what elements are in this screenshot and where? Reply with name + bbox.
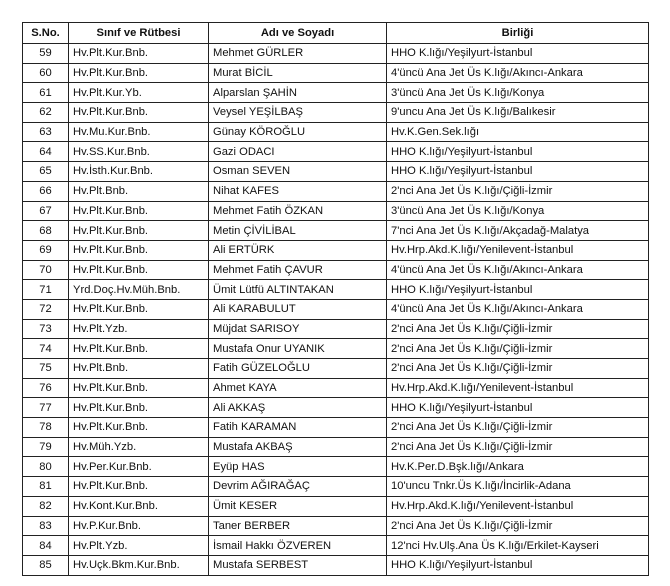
cell-name: Mustafa Onur UYANIK	[209, 339, 387, 359]
header-unit: Birliği	[387, 23, 649, 44]
cell-unit: 9'uncu Ana Jet Üs K.lığı/Balıkesir	[387, 103, 649, 123]
cell-name: Devrim AĞIRAĞAÇ	[209, 477, 387, 497]
table-row	[23, 142, 649, 162]
cell-rank: Hv.Plt.Yzb.	[69, 536, 209, 556]
cell-sno: 83	[23, 516, 69, 536]
cell-unit: HHO K.lığı/Yeşilyurt-İstanbul	[387, 398, 649, 418]
cell-unit: 2'nci Ana Jet Üs K.lığı/Çiğli-İzmir	[387, 437, 649, 457]
cell-rank: Hv.Plt.Kur.Bnb.	[69, 299, 209, 319]
cell-name: Ahmet KAYA	[209, 378, 387, 398]
personnel-table	[22, 22, 649, 576]
cell-unit: HHO K.lığı/Yeşilyurt-İstanbul	[387, 142, 649, 162]
cell-rank: Hv.Kont.Kur.Bnb.	[69, 496, 209, 516]
header-sno: S.No.	[23, 23, 69, 44]
cell-sno: 61	[23, 83, 69, 103]
cell-sno: 68	[23, 221, 69, 241]
cell-sno: 76	[23, 378, 69, 398]
cell-rank: Hv.Plt.Kur.Bnb.	[69, 260, 209, 280]
cell-sno: 78	[23, 418, 69, 438]
cell-unit: 7'nci Ana Jet Üs K.lığı/Akçadağ-Malatya	[387, 221, 649, 241]
cell-sno: 79	[23, 437, 69, 457]
cell-rank: Hv.Müh.Yzb.	[69, 437, 209, 457]
cell-name: Osman SEVEN	[209, 162, 387, 182]
cell-name: Gazi ODACI	[209, 142, 387, 162]
cell-unit: Hv.Hrp.Akd.K.lığı/Yenilevent-İstanbul	[387, 240, 649, 260]
cell-name: Ali AKKAŞ	[209, 398, 387, 418]
cell-rank: Hv.P.Kur.Bnb.	[69, 516, 209, 536]
cell-sno: 75	[23, 359, 69, 379]
cell-name: Metin ÇİVİLİBAL	[209, 221, 387, 241]
table-row	[23, 162, 649, 182]
cell-rank: Hv.Plt.Kur.Bnb.	[69, 418, 209, 438]
cell-unit: 4'üncü Ana Jet Üs K.lığı/Akıncı-Ankara	[387, 299, 649, 319]
cell-rank: Hv.Uçk.Bkm.Kur.Bnb.	[69, 555, 209, 575]
cell-unit: 2'nci Ana Jet Üs K.lığı/Çiğli-İzmir	[387, 181, 649, 201]
cell-name: Mustafa SERBEST	[209, 555, 387, 575]
cell-sno: 73	[23, 319, 69, 339]
table-row	[23, 418, 649, 438]
cell-rank: Hv.Plt.Kur.Bnb.	[69, 378, 209, 398]
cell-name: Mehmet Fatih ÖZKAN	[209, 201, 387, 221]
cell-sno: 65	[23, 162, 69, 182]
cell-name: Taner BERBER	[209, 516, 387, 536]
cell-rank: Hv.Plt.Kur.Bnb.	[69, 63, 209, 83]
table-row	[23, 201, 649, 221]
cell-rank: Yrd.Doç.Hv.Müh.Bnb.	[69, 280, 209, 300]
cell-sno: 82	[23, 496, 69, 516]
cell-unit: 3'üncü Ana Jet Üs K.lığı/Konya	[387, 201, 649, 221]
cell-unit: HHO K.lığı/Yeşilyurt-İstanbul	[387, 555, 649, 575]
cell-unit: 2'nci Ana Jet Üs K.lığı/Çiğli-İzmir	[387, 319, 649, 339]
table-row	[23, 555, 649, 575]
cell-name: Nihat KAFES	[209, 181, 387, 201]
cell-unit: 2'nci Ana Jet Üs K.lığı/Çiğli-İzmir	[387, 359, 649, 379]
header-rank: Sınıf ve Rütbesi	[69, 23, 209, 44]
cell-sno: 59	[23, 44, 69, 64]
cell-rank: Hv.Plt.Kur.Bnb.	[69, 398, 209, 418]
table-row	[23, 299, 649, 319]
table-row	[23, 83, 649, 103]
cell-name: Fatih KARAMAN	[209, 418, 387, 438]
cell-name: Müjdat SARISOY	[209, 319, 387, 339]
cell-sno: 71	[23, 280, 69, 300]
cell-sno: 77	[23, 398, 69, 418]
cell-sno: 69	[23, 240, 69, 260]
cell-name: Mehmet Fatih ÇAVUR	[209, 260, 387, 280]
cell-name: Veysel YEŞİLBAŞ	[209, 103, 387, 123]
table-row	[23, 339, 649, 359]
cell-name: Mustafa AKBAŞ	[209, 437, 387, 457]
table-row	[23, 398, 649, 418]
cell-rank: Hv.Plt.Kur.Bnb.	[69, 240, 209, 260]
cell-sno: 67	[23, 201, 69, 221]
cell-name: Eyüp HAS	[209, 457, 387, 477]
cell-name: Ali ERTÜRK	[209, 240, 387, 260]
cell-unit: Hv.Hrp.Akd.K.lığı/Yenilevent-İstanbul	[387, 378, 649, 398]
cell-name: Günay KÖROĞLU	[209, 122, 387, 142]
cell-rank: Hv.Plt.Kur.Bnb.	[69, 339, 209, 359]
cell-unit: Hv.K.Per.D.Bşk.lığı/Ankara	[387, 457, 649, 477]
cell-unit: 12'nci Hv.Ulş.Ana Üs K.lığı/Erkilet-Kayseri	[387, 536, 649, 556]
cell-rank: Hv.Plt.Kur.Bnb.	[69, 201, 209, 221]
cell-rank: Hv.Plt.Bnb.	[69, 181, 209, 201]
table-row	[23, 536, 649, 556]
cell-unit: Hv.K.Gen.Sek.lığı	[387, 122, 649, 142]
cell-sno: 81	[23, 477, 69, 497]
cell-sno: 80	[23, 457, 69, 477]
cell-name: İsmail Hakkı ÖZVEREN	[209, 536, 387, 556]
cell-rank: Hv.Plt.Kur.Yb.	[69, 83, 209, 103]
cell-unit: 10'uncu Tnkr.Üs K.lığı/İncirlik-Adana	[387, 477, 649, 497]
table-row	[23, 122, 649, 142]
cell-name: Ümit KESER	[209, 496, 387, 516]
cell-rank: Hv.Plt.Kur.Bnb.	[69, 477, 209, 497]
cell-rank: Hv.Plt.Kur.Bnb.	[69, 44, 209, 64]
table-row	[23, 280, 649, 300]
table-row	[23, 103, 649, 123]
table-row	[23, 240, 649, 260]
cell-name: Ali KARABULUT	[209, 299, 387, 319]
cell-unit: 3'üncü Ana Jet Üs K.lığı/Konya	[387, 83, 649, 103]
cell-rank: Hv.Plt.Yzb.	[69, 319, 209, 339]
table-row	[23, 44, 649, 64]
cell-name: Ümit Lütfü ALTINTAKAN	[209, 280, 387, 300]
table-row	[23, 359, 649, 379]
cell-sno: 74	[23, 339, 69, 359]
cell-sno: 85	[23, 555, 69, 575]
cell-unit: 4'üncü Ana Jet Üs K.lığı/Akıncı-Ankara	[387, 260, 649, 280]
cell-unit: 2'nci Ana Jet Üs K.lığı/Çiğli-İzmir	[387, 339, 649, 359]
cell-rank: Hv.Plt.Kur.Bnb.	[69, 221, 209, 241]
table-row	[23, 477, 649, 497]
cell-rank: Hv.Plt.Kur.Bnb.	[69, 103, 209, 123]
table-row	[23, 221, 649, 241]
cell-name: Fatih GÜZELOĞLU	[209, 359, 387, 379]
header-name: Adı ve Soyadı	[209, 23, 387, 44]
cell-sno: 84	[23, 536, 69, 556]
table-row	[23, 457, 649, 477]
table-row	[23, 378, 649, 398]
table-row	[23, 260, 649, 280]
cell-rank: Hv.Per.Kur.Bnb.	[69, 457, 209, 477]
cell-rank: Hv.Mu.Kur.Bnb.	[69, 122, 209, 142]
cell-sno: 62	[23, 103, 69, 123]
cell-unit: 4'üncü Ana Jet Üs K.lığı/Akıncı-Ankara	[387, 63, 649, 83]
cell-sno: 60	[23, 63, 69, 83]
cell-name: Murat BİCİL	[209, 63, 387, 83]
cell-rank: Hv.İsth.Kur.Bnb.	[69, 162, 209, 182]
cell-rank: Hv.Plt.Bnb.	[69, 359, 209, 379]
table-row	[23, 496, 649, 516]
cell-unit: HHO K.lığı/Yeşilyurt-İstanbul	[387, 162, 649, 182]
table-row	[23, 319, 649, 339]
cell-sno: 64	[23, 142, 69, 162]
cell-rank: Hv.SS.Kur.Bnb.	[69, 142, 209, 162]
table-header-row	[23, 23, 649, 44]
cell-unit: 2'nci Ana Jet Üs K.lığı/Çiğli-İzmir	[387, 516, 649, 536]
cell-unit: HHO K.lığı/Yeşilyurt-İstanbul	[387, 280, 649, 300]
cell-unit: Hv.Hrp.Akd.K.lığı/Yenilevent-İstanbul	[387, 496, 649, 516]
cell-sno: 63	[23, 122, 69, 142]
cell-unit: 2'nci Ana Jet Üs K.lığı/Çiğli-İzmir	[387, 418, 649, 438]
cell-sno: 70	[23, 260, 69, 280]
cell-sno: 72	[23, 299, 69, 319]
cell-name: Mehmet GÜRLER	[209, 44, 387, 64]
table-row	[23, 437, 649, 457]
cell-name: Alparslan ŞAHİN	[209, 83, 387, 103]
table-row	[23, 516, 649, 536]
table-row	[23, 63, 649, 83]
table-row	[23, 181, 649, 201]
cell-unit: HHO K.lığı/Yeşilyurt-İstanbul	[387, 44, 649, 64]
cell-sno: 66	[23, 181, 69, 201]
